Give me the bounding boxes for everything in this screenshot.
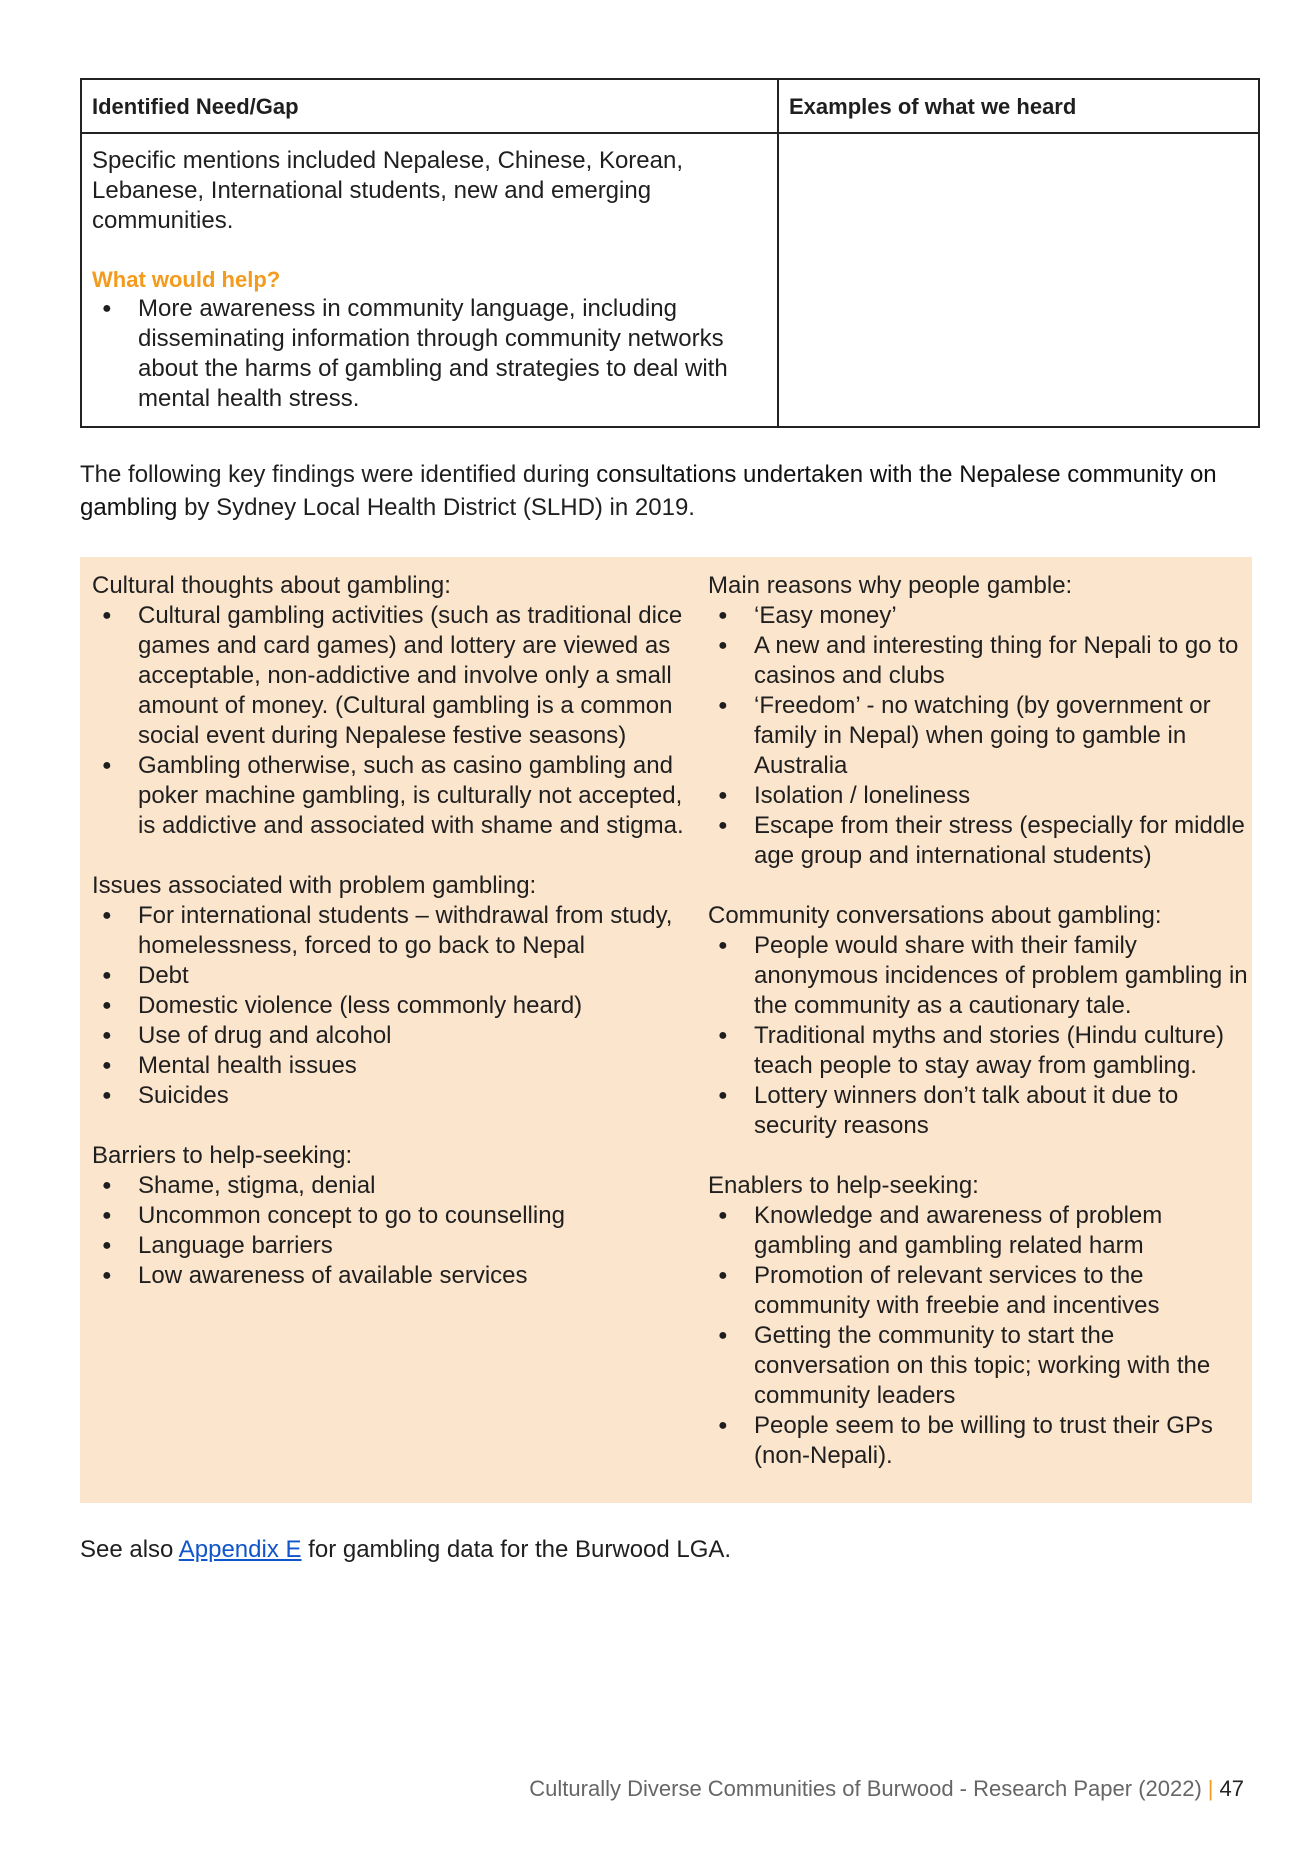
findings-left-column bbox=[92, 571, 692, 1321]
list-item: ● ‘Freedom’ - no watching (by government or family in Nepal) when going to gamble in Australia bbox=[708, 691, 1248, 781]
list-item: ● Language barriers bbox=[92, 1231, 692, 1261]
need-cell bbox=[81, 133, 778, 427]
section-list bbox=[92, 601, 692, 841]
list-item: ● Debt bbox=[92, 961, 692, 991]
table-row bbox=[81, 133, 1259, 427]
section-list bbox=[708, 601, 1248, 871]
findings-section bbox=[92, 571, 692, 841]
findings-box bbox=[80, 557, 1252, 1503]
section-list bbox=[708, 931, 1248, 1141]
list-item: ● Getting the community to start the conversation on this topic; working with the community leaders bbox=[708, 1321, 1248, 1411]
section-title: Issues associated with problem gambling: bbox=[92, 872, 537, 899]
list-item: ● Low awareness of available services bbox=[92, 1261, 692, 1291]
list-item: ● Use of drug and alcohol bbox=[92, 1021, 692, 1051]
section-title: Community conversations about gambling: bbox=[708, 902, 1162, 929]
section-list bbox=[92, 901, 692, 1111]
see-also-before: See also bbox=[80, 1536, 179, 1563]
list-item: ● Mental health issues bbox=[92, 1051, 692, 1081]
list-item: ● For international students – withdrawal from study, homelessness, forced to go back to Nepal bbox=[92, 901, 692, 961]
section-list bbox=[92, 1171, 692, 1291]
findings-section bbox=[92, 871, 692, 1111]
findings-section bbox=[708, 1171, 1248, 1471]
list-item: ● Shame, stigma, denial bbox=[92, 1171, 692, 1201]
intro-before: The following key findings were identified during bbox=[80, 461, 597, 488]
appendix-e-link[interactable]: Appendix E bbox=[178, 1536, 302, 1563]
list-item: ● People seem to be willing to trust their GPs (non-Nepali). bbox=[708, 1411, 1248, 1471]
findings-section bbox=[708, 901, 1248, 1141]
list-item: ● Lottery winners don’t talk about it due to security reasons bbox=[708, 1081, 1248, 1141]
list-item: ● Gambling otherwise, such as casino gambling and poker machine gambling, is culturally not accepted, is addictive and associated with shame and stigma. bbox=[92, 751, 692, 841]
see-also-paragraph bbox=[80, 1535, 731, 1565]
findings-section bbox=[708, 571, 1248, 871]
list-item: ● ‘Easy money’ bbox=[708, 601, 1248, 631]
list-item: ● Uncommon concept to go to counselling bbox=[92, 1201, 692, 1231]
list-item: ● Knowledge and awareness of problem gambling and gambling related harm bbox=[708, 1201, 1248, 1261]
help-list bbox=[92, 294, 767, 414]
list-item: ● A new and interesting thing for Nepali to go to casinos and clubs bbox=[708, 631, 1248, 691]
list-item: ● Escape from their stress (especially for middle age group and international students) bbox=[708, 811, 1248, 871]
footer-title: Culturally Diverse Communities of Burwood - Research Paper (2022) bbox=[529, 1776, 1202, 1801]
list-item: ● Domestic violence (less commonly heard) bbox=[92, 991, 692, 1021]
page-footer bbox=[529, 1775, 1244, 1803]
section-title: Main reasons why people gamble: bbox=[708, 572, 1073, 599]
list-item: ● Isolation / loneliness bbox=[708, 781, 1248, 811]
need-description: Specific mentions included Nepalese, Chinese, Korean, Lebanese, International students, new and emerging communities. bbox=[92, 147, 684, 234]
intro-after: by Sydney Local Health District (SLHD) in 2019. bbox=[177, 494, 695, 521]
list-item: ● Cultural gambling activities (such as traditional dice games and card games) and lottery are viewed as acceptable, non-addictive and involve only a small amount of money. (Cultural gambling is a common social event during Nepalese festive seasons) bbox=[92, 601, 692, 751]
list-item: ● More awareness in community language, including disseminating information through community networks about the harms of gambling and strategies to deal with mental health stress. bbox=[92, 294, 767, 414]
list-item: ● Suicides bbox=[92, 1081, 692, 1111]
list-item: ● Promotion of relevant services to the community with freebie and incentives bbox=[708, 1261, 1248, 1321]
needs-table bbox=[80, 78, 1260, 428]
help-heading: What would help? bbox=[92, 267, 281, 292]
list-item: ● Traditional myths and stories (Hindu culture) teach people to stay away from gambling. bbox=[708, 1021, 1248, 1081]
section-title: Enablers to help-seeking: bbox=[708, 1172, 979, 1199]
intro-emphasis: consultations undertaken with the Nepalese community on gambling bbox=[80, 461, 1217, 521]
section-title: Barriers to help-seeking: bbox=[92, 1142, 353, 1169]
see-also-after: for gambling data for the Burwood LGA. bbox=[301, 1536, 732, 1563]
header-identified-need: Identified Need/Gap bbox=[81, 79, 778, 133]
footer-separator: | bbox=[1207, 1776, 1214, 1801]
header-examples: Examples of what we heard bbox=[778, 79, 1259, 133]
findings-section bbox=[92, 1141, 692, 1291]
table-header-row bbox=[81, 79, 1259, 133]
intro-paragraph bbox=[80, 458, 1260, 524]
section-title: Cultural thoughts about gambling: bbox=[92, 572, 451, 599]
section-list bbox=[708, 1201, 1248, 1471]
examples-cell bbox=[778, 133, 1259, 427]
list-item: ● People would share with their family anonymous incidences of problem gambling in the community as a cautionary tale. bbox=[708, 931, 1248, 1021]
page-number: 47 bbox=[1219, 1776, 1244, 1801]
findings-right-column bbox=[708, 571, 1248, 1501]
